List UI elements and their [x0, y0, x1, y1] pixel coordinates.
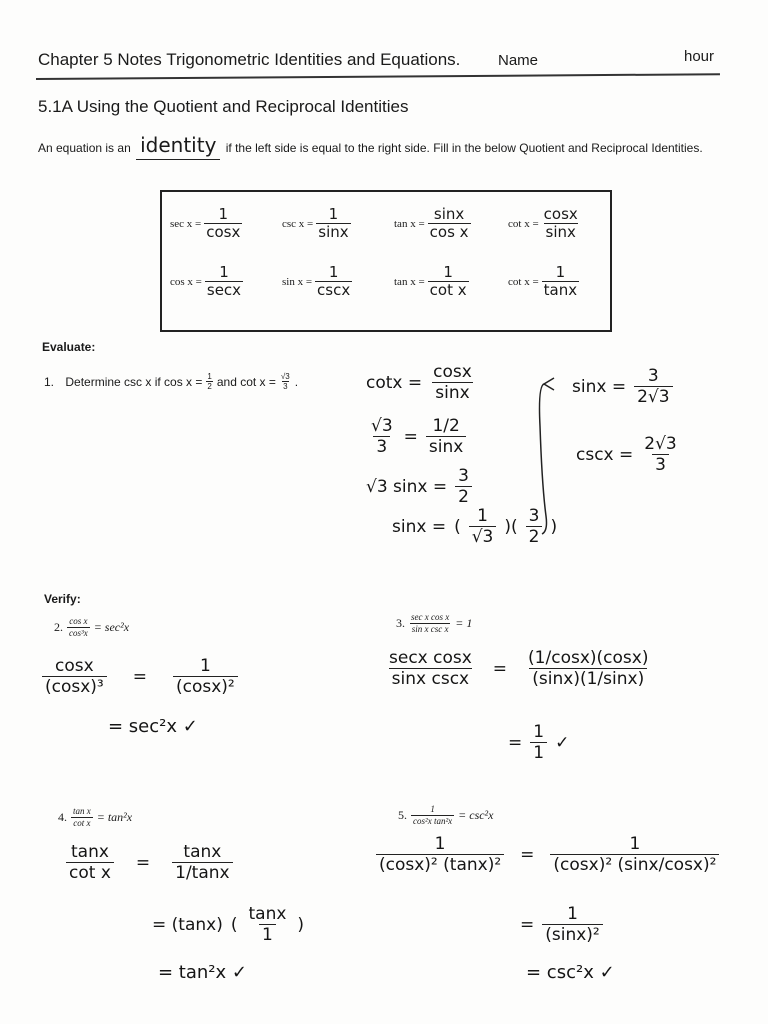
- p5-work-line-1: $\frac{1}{\text{(cosx)² (tanx)²}}$ = $\frac{1}{\text{(cosx)² (sinx/cosx)²}}$: [376, 834, 719, 875]
- problem-2-statement: 2. $\frac{\text{cos x}}{\text{cos³x}}$ = sec²x: [54, 616, 130, 638]
- identity-csc: csc x = $\frac{1}{\sin x}$: [282, 205, 349, 241]
- identity-cot-quotient: cot x = $\frac{\cos x}{\sin x}$: [508, 205, 578, 241]
- p3-work-line-2: = $\frac{1}{1}$ ✓: [508, 722, 570, 763]
- identities-box: [160, 190, 612, 332]
- verify-heading: Verify:: [44, 592, 81, 606]
- identity-cot-reciprocal: cot x = $\frac{1}{\tan x}$: [508, 263, 578, 299]
- hour-label: hour: [684, 48, 715, 65]
- p1-work-line-3: √3 sinx = $\frac{3}{2}$: [366, 466, 472, 507]
- intro-blank: [136, 134, 220, 160]
- identity-sin: sin x = $\frac{1}{\csc x}$: [282, 263, 351, 299]
- p1-work-right-1: sinx = $\frac{3}{2√3}$: [572, 366, 673, 407]
- p2-work-line-1: $\frac{\cos x}{\text{(cosx)³}}$ = $\frac{1}{\text{(cosx)²}}$: [42, 656, 238, 697]
- intro-text: [38, 134, 728, 160]
- problem-3-statement: 3. sec x cos x sin x csc x = 1: [396, 612, 473, 634]
- problem-1-statement: 1. Determine csc x if cos x = $\frac{1}{2}$ and cot x = $\frac{√3}{3}$ .: [44, 372, 299, 391]
- intro-after: if the left side is equal to the right side. Fill in the below Quotient and Reciprocal Identities.: [225, 141, 703, 155]
- p5-work-line-3: = csc²x ✓: [526, 962, 615, 983]
- p5-work-line-2: = $\frac{1}{\text{(sinx)²}}$: [520, 904, 603, 945]
- p3-work-line-1: secx cosx sinx cscx = $\frac{(1/\cos x)(\cos x)}{(\sin x)(1/\sin x)}$: [389, 648, 649, 689]
- header-rule: [36, 73, 720, 79]
- p4-work-line-1: $\frac{\tan x}{\text{cot x}}$ = $\frac{\tan x}{1/\tan x}$: [66, 842, 233, 883]
- p1-work-line-2: $\frac{√3}{3}$ = $\frac{1/2}{\sin x}$: [368, 416, 466, 457]
- intro-blank-answer: identity: [140, 133, 217, 157]
- problem-4-statement: 4. $\frac{\text{tan x}}{\text{cot x}}$ = tan²x: [58, 806, 133, 828]
- identity-tan-reciprocal: tan x = $\frac{1}{\text{cot x}}$: [394, 263, 467, 299]
- intro-before: An equation is an: [38, 141, 131, 155]
- identity-tan-quotient: tan x = $\frac{\sin x}{\text{cos x}}$: [394, 205, 469, 241]
- identity-sec: sec x = $\frac{1}{\cos x}$: [170, 205, 241, 241]
- p2-work-line-2: = sec²x ✓: [108, 716, 198, 737]
- brace-arrow-icon: [536, 366, 568, 538]
- identity-cos: cos x = $\frac{1}{\sec x}$: [170, 263, 242, 299]
- evaluate-heading: Evaluate:: [42, 340, 96, 354]
- section-title: 5.1A Using the Quotient and Reciprocal Identities: [38, 97, 409, 116]
- p4-work-line-3: = tan²x ✓: [158, 962, 247, 983]
- p1-work-right-2: cscx = $\frac{2√3}{3}$: [576, 434, 677, 475]
- name-label: Name: [498, 52, 539, 69]
- p1-work-line-4: sinx = ( 1 √3 )( 3 2 ): [392, 506, 558, 547]
- p1-work-line-1: cotx = $\frac{\cos x}{\sin x}$: [366, 362, 472, 403]
- p4-work-line-2: = (tanx) ( tanx 1 ): [152, 904, 305, 945]
- page-title: Chapter 5 Notes Trigonometric Identities and Equations.: [38, 50, 461, 69]
- problem-5-statement: 5. $\frac{1}{\text{cos²x tan²x}}$ = csc²x: [398, 804, 494, 826]
